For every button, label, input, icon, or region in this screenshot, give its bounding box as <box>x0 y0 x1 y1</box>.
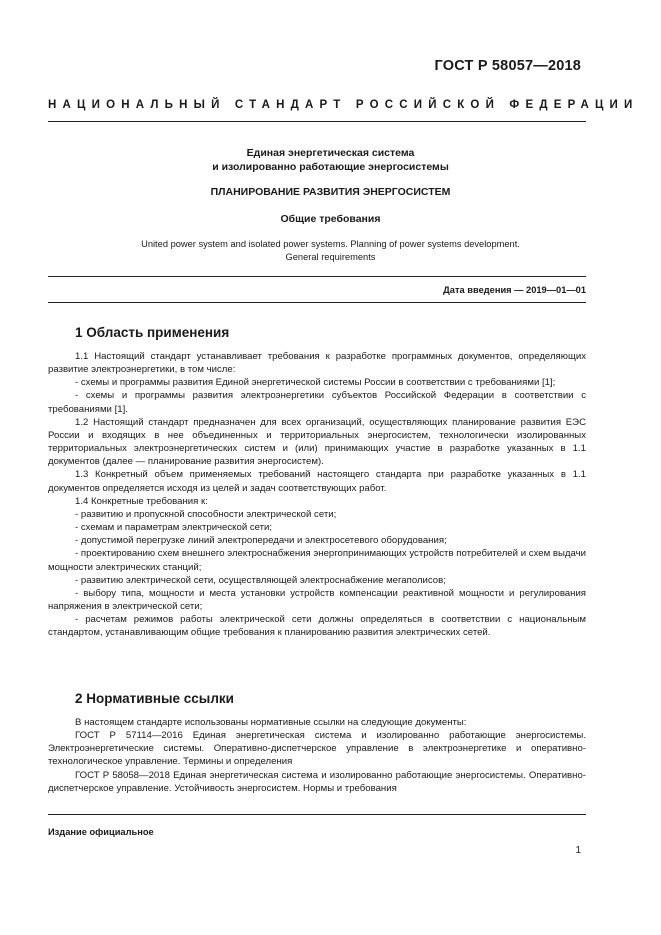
paragraph: 1.3 Конкретный объем применяемых требований настоящего стандарта при разработке указанных в 1.1 документов определяется исходя из целей и задач соответствующих работ. <box>48 469 586 494</box>
paragraph: - развитию и пропускной способности электрической сети; <box>75 508 337 520</box>
date-bottom-rule <box>48 302 586 303</box>
title-line-2: и изолированно работающие энергосистемы <box>212 161 449 173</box>
introduction-date: Дата введения — 2019—01—01 <box>443 285 586 295</box>
national-standard-banner: НАЦИОНАЛЬНЫЙ СТАНДАРТ РОССИЙСКОЙ ФЕДЕРАЦИИ <box>48 99 639 111</box>
standard-code: ГОСТ Р 58057—2018 <box>434 58 581 74</box>
official-edition-label: Издание официальное <box>48 827 154 837</box>
paragraph: - допустимой перегрузке линий электропередачи и электросетевого оборудования; <box>75 535 447 547</box>
paragraph: - схемы и программы развития электроэнергетики субъектов Российской Федерации в соответствии с требованиями [1]. <box>48 390 586 415</box>
document-subtitle: Общие требования <box>280 213 381 225</box>
paragraph: - развитию электрической сети, осуществляющей электроснабжение мегаполисов; <box>75 574 446 586</box>
paragraph: 1.2 Настоящий стандарт предназначен для всех организаций, осуществляющих планирование развития ЕЭС России и входящих в нее объединенных и территориальных энергосистем, технологически изолированных территориальных электроэнергетических систем и (или) принимающих участие в разработке указанных в 1.1 документов (далее — планирование развития энергосистем). <box>48 416 586 468</box>
reference-entry: ГОСТ Р 57114—2016 Единая энергетическая система и изолированно работающие энергосистемы. Электроэнергетические системы. Оперативно-диспетчерское управление в электроэнергетике и оперативно-технологическое управление. Термины и определения <box>48 730 586 768</box>
section-2-heading: 2 Нормативные ссылки <box>75 691 234 706</box>
english-title-line-1: United power system and isolated power systems. Planning of power systems development. <box>141 239 520 249</box>
reference-entry: ГОСТ Р 58058—2018 Единая энергетическая система и изолированно работающие энергосистемы. Оперативно-диспетчерское управление. Устойчивость энергосистем. Нормы и требования <box>48 769 586 794</box>
section-1-heading: 1 Область применения <box>75 325 230 340</box>
section-2-body <box>48 716 586 795</box>
document-main-title: ПЛАНИРОВАНИЕ РАЗВИТИЯ ЭНЕРГОСИСТЕМ <box>210 186 451 198</box>
date-top-rule <box>48 276 586 277</box>
paragraph: - расчетам режимов работы электрической сети должны определяться в соответствии с национальным стандартом, устанавливающим общие требования к планированию развития электрических сетей. <box>48 614 586 639</box>
footer-rule <box>48 814 586 815</box>
title-line-1: Единая энергетическая система <box>246 147 415 159</box>
document-title-block <box>40 146 621 174</box>
english-title <box>40 238 621 263</box>
english-title-line-2: General requirements <box>285 251 376 262</box>
paragraph: 1.4 Конкретные требования к: <box>75 495 208 507</box>
top-rule <box>48 121 586 122</box>
page-number: 1 <box>575 845 581 856</box>
paragraph: - схемы и программы развития Единой энергетической системы России в соответствии с требованиями [1]; <box>75 377 556 389</box>
paragraph: - выбору типа, мощности и места установки устройств компенсации реактивной мощности и регулирования напряжения в электрической сети; <box>48 587 586 612</box>
paragraph: - проектированию схем внешнего электроснабжения энергопринимающих устройств потребителей и схем выдачи мощности электрических станций; <box>48 548 586 573</box>
paragraph: - схемам и параметрам электрической сети; <box>75 522 273 534</box>
paragraph: 1.1 Настоящий стандарт устанавливает требования к разработке программных документов, определяющих развитие электроэнергетики, в том числе: <box>48 351 586 376</box>
paragraph: В настоящем стандарте использованы нормативные ссылки на следующие документы: <box>75 717 467 728</box>
section-1-body <box>48 350 586 639</box>
